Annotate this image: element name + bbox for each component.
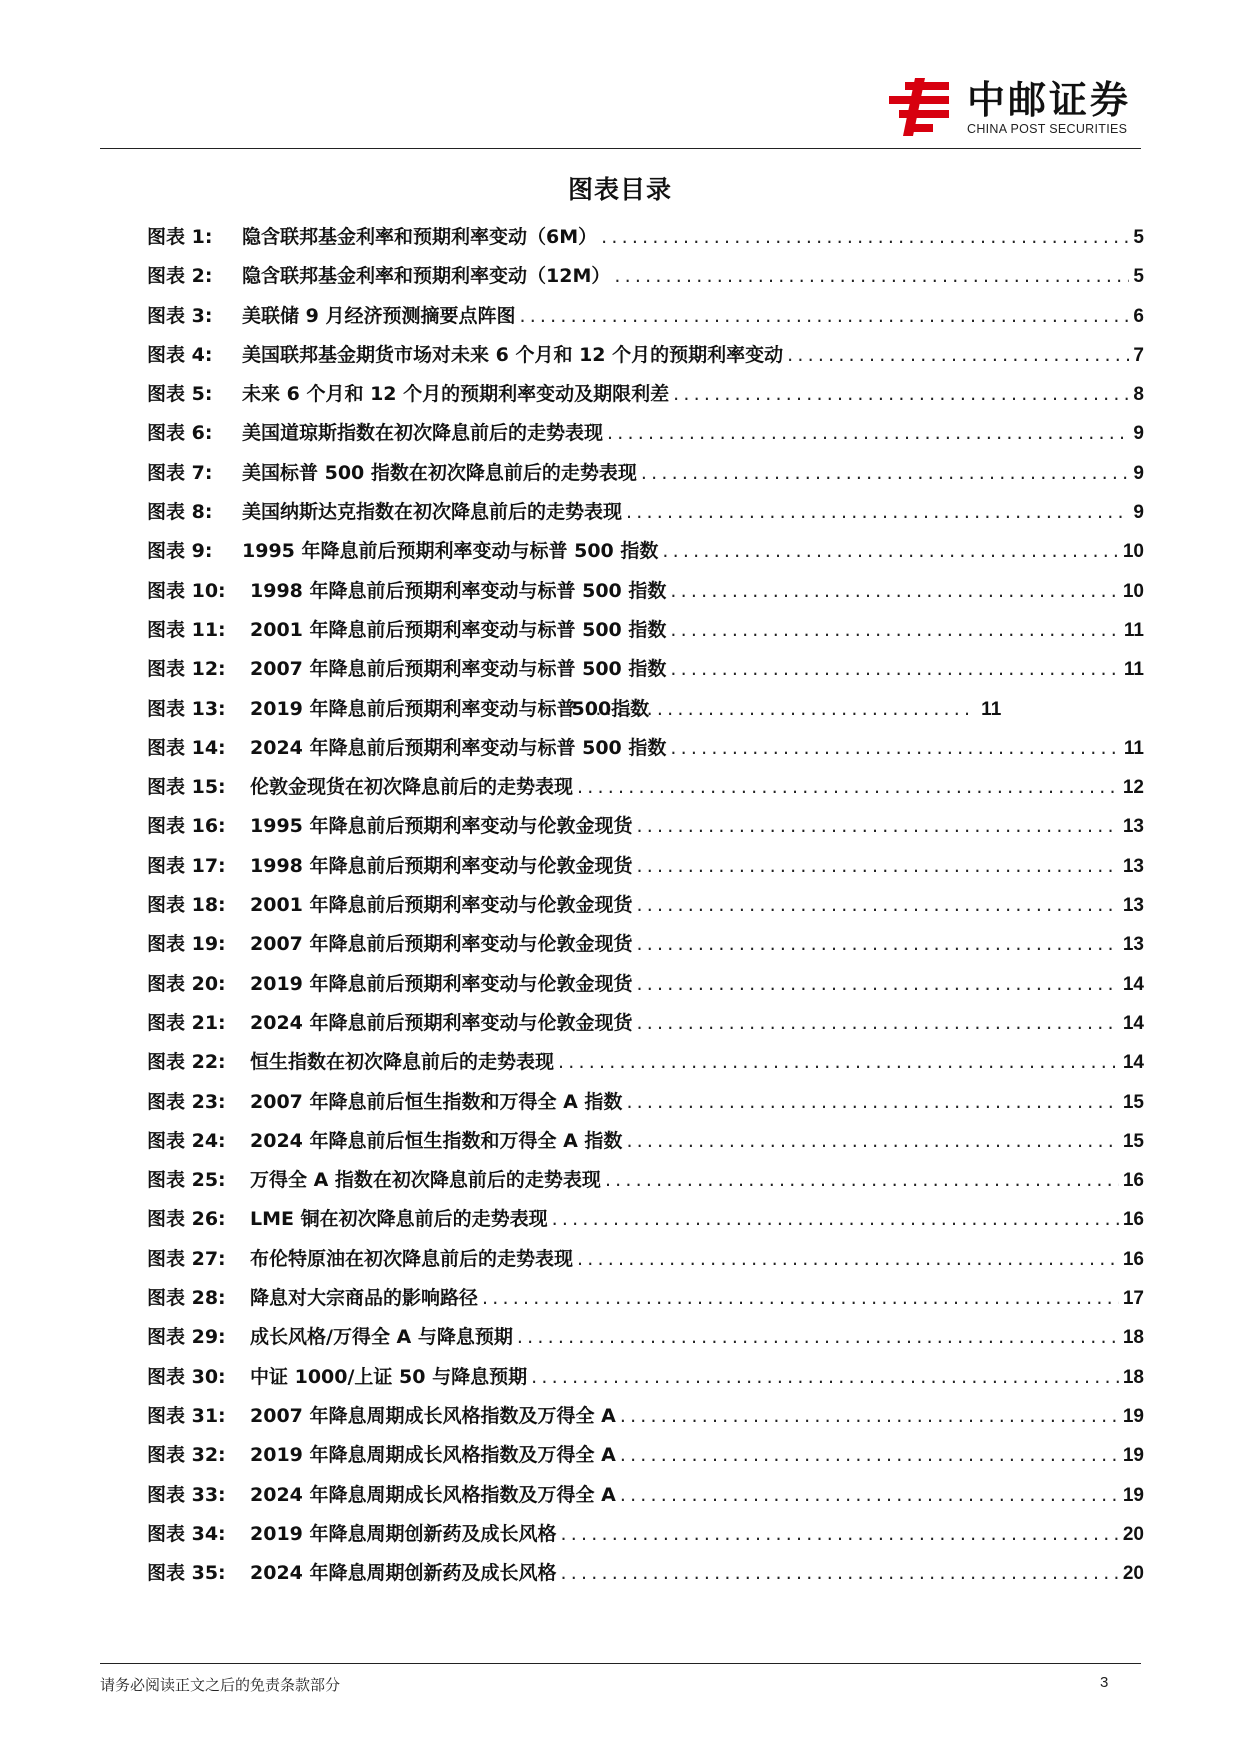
toc-dot-leader [607,422,1129,444]
toc-dot-leader [626,501,1129,523]
toc-item-label: 图表 21: [147,1011,226,1034]
toc-item-label: 图表 1: [147,226,213,248]
toc-item[interactable] [147,929,1144,968]
toc-item[interactable] [147,1087,1144,1126]
toc-item-label: 图表 2: [147,265,213,288]
toc-item-page: 9 [1133,502,1144,524]
toc-item-label: 图表 22: [147,1051,226,1074]
toc-item-page: 6 [1133,305,1144,327]
toc-item-page: 16 [1122,1248,1144,1270]
toc-item[interactable] [147,418,1144,457]
toc-dot-leader [558,1051,1119,1073]
toc-item-label: 图表 26: [147,1208,226,1231]
toc-item-label: 图表 15: [147,776,226,799]
header-divider [100,148,1141,149]
toc-item-label: 图表 13: [147,697,226,720]
toc-item-page: 13 [1122,934,1144,956]
toc-item-page: 11 [981,698,1002,720]
toc-dot-leader [601,226,1129,248]
toc-dot-leader [626,1130,1118,1152]
toc-item[interactable] [147,654,1144,693]
toc-item-title: 成长风格/万得全 A 与降息预期 [250,1326,513,1349]
toc-dot-leader [637,855,1119,877]
toc-dot-leader [670,658,1120,680]
toc-item-page: 10 [1122,580,1144,602]
toc-item[interactable] [147,772,1144,811]
toc-dot-leader [561,1562,1119,1584]
toc-item-title: 未来 6 个月和 12 个月的预期利率变动及期限利差 [242,383,670,406]
toc-item-page: 19 [1122,1484,1144,1506]
footer-divider [100,1663,1141,1664]
toc-item-title: 2019 年降息周期创新药及成长风格 [250,1522,557,1545]
toc-item-title: 美国联邦基金期货市场对未来 6 个月和 12 个月的预期利率变动 [242,343,784,366]
toc-item[interactable] [147,1047,1144,1086]
toc-item-page: 17 [1122,1288,1144,1310]
toc-item[interactable] [147,1480,1144,1519]
toc-item-page: 19 [1122,1445,1144,1467]
toc-item-page: 20 [1122,1523,1144,1545]
toc-item[interactable] [147,261,1144,300]
toc-item-page: 11 [1123,619,1144,641]
toc-item-title: 2024 年降息周期创新药及成长风格 [250,1562,557,1585]
toc-item-title: 万得全 A 指数在初次降息前后的走势表现 [250,1169,601,1192]
toc-item-label: 图表 28: [147,1287,226,1310]
toc-dot-leader [670,737,1120,759]
toc-item-title: 2007 年降息前后预期利率变动与标普 500 指数 [250,658,667,681]
toc-dot-leader [787,344,1129,366]
toc-item-label: 图表 32: [147,1444,226,1467]
toc-item[interactable] [147,733,1144,772]
toc-dot-leader [637,894,1119,916]
toc-item-title: 美国纳斯达克指数在初次降息前后的走势表现 [242,501,623,524]
toc-item-label: 图表 34: [147,1522,226,1545]
toc-item-page: 14 [1122,973,1144,995]
toc-dot-leader [637,1012,1119,1034]
toc-dot-leader [552,1208,1119,1230]
toc-dot-leader [482,1287,1119,1309]
toc-item-title: 美联储 9 月经济预测摘要点阵图 [242,304,516,327]
toc-item-title: 2007 年降息前后恒生指数和万得全 A 指数 [250,1090,623,1113]
footer-disclaimer: 请务必阅读正文之后的免责条款部分 [100,1676,341,1694]
toc-item-title: 美国道琼斯指数在初次降息前后的走势表现 [242,422,604,445]
toc-item[interactable] [147,1322,1144,1361]
toc-item-page: 11 [1123,659,1144,681]
toc-item-title: 1998 年降息前后预期利率变动与标普 500 指数 [250,579,667,602]
toc-item-page: 16 [1122,1209,1144,1231]
toc-item-label: 图表 16: [147,815,226,838]
toc-dot-leader [577,1248,1119,1270]
toc-dot-leader [662,540,1118,562]
toc-item-label: 图表 8: [147,501,213,524]
toc-item-title: 1995 年降息前后预期利率变动与伦敦金现货 [250,815,633,838]
toc-item-page: 16 [1122,1170,1144,1192]
toc-item[interactable] [147,1558,1144,1597]
toc-item-label: 图表 12: [147,658,226,681]
toc-item-page: 5 [1133,266,1144,288]
toc-item-page: 5 [1133,227,1144,248]
toc-item-title: LME 铜在初次降息前后的走势表现 [250,1208,548,1231]
toc-item-overlap-text: 500指数 [571,697,650,720]
toc-item-page: 7 [1133,344,1144,366]
toc-item-page: 20 [1122,1563,1144,1585]
toc-item-label: 图表 20: [147,972,226,995]
toc-item[interactable] [147,694,1144,733]
logo-chinese-name: 中邮证券 [967,78,1132,122]
toc-item-label: 图表 35: [147,1562,226,1585]
toc-item[interactable] [147,1362,1144,1401]
toc-item-label: 图表 5: [147,383,213,406]
toc-item-title: 布伦特原油在初次降息前后的走势表现 [250,1247,574,1270]
toc-item-title: 2024 年降息前后恒生指数和万得全 A 指数 [250,1129,623,1152]
toc-item-title: 2019 年降息前后预期利率变动与标普 [250,697,576,720]
toc-item-title: 2024 年降息前后预期利率变动与伦敦金现货 [250,1011,633,1034]
toc-item-title: 恒生指数在初次降息前后的走势表现 [250,1051,555,1074]
toc-item-label: 图表 14: [147,736,226,759]
toc-dot-leader [670,619,1120,641]
toc-item-label: 图表 27: [147,1247,226,1270]
toc-dot-leader [670,580,1118,602]
toc-dot-leader [626,1091,1118,1113]
toc-item-page: 9 [1133,462,1144,484]
toc-item-label: 图表 31: [147,1404,226,1427]
toc-item-page: 11 [1123,737,1144,759]
toc-item-label: 图表 11: [147,618,226,641]
toc-dot-leader [605,1169,1119,1191]
toc-item-title: 隐含联邦基金利率和预期利率变动（6M） [242,226,598,248]
toc-item-title: 2024 年降息前后预期利率变动与标普 500 指数 [250,736,667,759]
toc-item-title: 美国标普 500 指数在初次降息前后的走势表现 [242,461,637,484]
toc-item[interactable] [147,576,1144,615]
toc-item-page: 18 [1122,1327,1144,1349]
toc-item[interactable] [147,1165,1144,1204]
toc-item-title: 1995 年降息前后预期利率变动与标普 500 指数 [242,540,659,563]
toc-item-title: 降息对大宗商品的影响路径 [250,1287,479,1310]
footer-page-number: 3 [1100,1674,1109,1691]
toc-item-label: 图表 19: [147,933,226,956]
toc-item-page: 13 [1122,855,1144,877]
toc-item-label: 图表 6: [147,422,213,445]
toc-dot-leader [637,815,1119,837]
toc-item-title: 2001 年降息前后预期利率变动与伦敦金现货 [250,894,633,917]
company-logo [885,78,1155,138]
toc-item[interactable] [147,1126,1144,1165]
toc-item[interactable] [147,1244,1144,1283]
table-of-figures [147,222,1144,1597]
toc-item-page: 14 [1122,1052,1144,1074]
toc-item-page: 12 [1122,777,1144,799]
toc-item-label: 图表 3: [147,304,213,327]
toc-item-label: 图表 33: [147,1483,226,1506]
toc-item-title: 中证 1000/上证 50 与降息预期 [250,1365,528,1388]
toc-dot-leader [531,1366,1119,1388]
toc-item-page: 10 [1122,541,1144,563]
toc-dot-leader [561,1523,1119,1545]
toc-item[interactable] [147,615,1144,654]
toc-item-label: 图表 9: [147,540,213,563]
toc-dot-leader [620,1484,1119,1506]
toc-item-title: 伦敦金现货在初次降息前后的走势表现 [250,776,574,799]
toc-item-page: 15 [1122,1091,1144,1113]
toc-item[interactable] [147,536,1144,575]
toc-item-title: 2024 年降息周期成长风格指数及万得全 A [250,1483,616,1506]
toc-dot-leader [673,383,1129,405]
toc-item-title: 2019 年降息前后预期利率变动与伦敦金现货 [250,972,633,995]
toc-item[interactable] [147,340,1144,379]
toc-item-label: 图表 30: [147,1365,226,1388]
toc-item-label: 图表 25: [147,1169,226,1192]
toc-item-page: 13 [1122,816,1144,838]
toc-item-page: 14 [1122,1012,1144,1034]
toc-item-title: 2007 年降息前后预期利率变动与伦敦金现货 [250,933,633,956]
toc-item[interactable] [147,458,1144,497]
toc-item[interactable] [147,222,1144,261]
toc-item-label: 图表 10: [147,579,226,602]
toc-dot-leader [517,1326,1119,1348]
toc-item-title: 隐含联邦基金利率和预期利率变动（12M） [242,265,611,288]
toc-item[interactable] [147,890,1144,929]
toc-item-page: 9 [1133,423,1144,445]
toc-item-label: 图表 17: [147,854,226,877]
toc-item[interactable] [147,1401,1144,1440]
toc-item[interactable] [147,811,1144,850]
logo-english-name: CHINA POST SECURITIES [967,122,1128,136]
toc-item[interactable] [147,851,1144,890]
toc-item-page: 8 [1133,384,1144,406]
china-post-logo-icon [885,78,959,138]
toc-item-title: 2001 年降息前后预期利率变动与标普 500 指数 [250,618,667,641]
toc-dot-leader [614,265,1129,287]
toc-dot-leader [519,305,1129,327]
toc-item[interactable] [147,1519,1144,1558]
toc-item-title: 2019 年降息周期成长风格指数及万得全 A [250,1444,616,1467]
toc-dot-leader [620,1405,1119,1427]
toc-dot-leader [577,776,1119,798]
toc-item[interactable] [147,301,1144,340]
toc-item-label: 图表 29: [147,1326,226,1349]
toc-item-page: 15 [1122,1130,1144,1152]
toc-item-title: 2007 年降息周期成长风格指数及万得全 A [250,1404,616,1427]
toc-item-label: 图表 18: [147,894,226,917]
toc-item-title: 1998 年降息前后预期利率变动与伦敦金现货 [250,854,633,877]
toc-item-label: 图表 23: [147,1090,226,1113]
toc-item[interactable] [147,1440,1144,1479]
toc-dot-leader [641,462,1130,484]
toc-item-label: 图表 7: [147,461,213,484]
toc-dot-leader [620,1444,1119,1466]
toc-item-label: 图表 4: [147,343,213,366]
toc-item-page: 13 [1122,895,1144,917]
toc-dot-leader [637,973,1119,995]
toc-item-label: 图表 24: [147,1129,226,1152]
toc-item[interactable] [147,379,1144,418]
page-title: 图表目录 [567,175,672,204]
toc-dot-leader [637,933,1119,955]
toc-item-page: 19 [1122,1405,1144,1427]
toc-item[interactable] [147,1204,1144,1243]
toc-item-page: 18 [1122,1366,1144,1388]
toc-item[interactable] [147,1283,1144,1322]
toc-item[interactable] [147,497,1144,536]
toc-item[interactable] [147,969,1144,1008]
toc-item[interactable] [147,1008,1144,1047]
